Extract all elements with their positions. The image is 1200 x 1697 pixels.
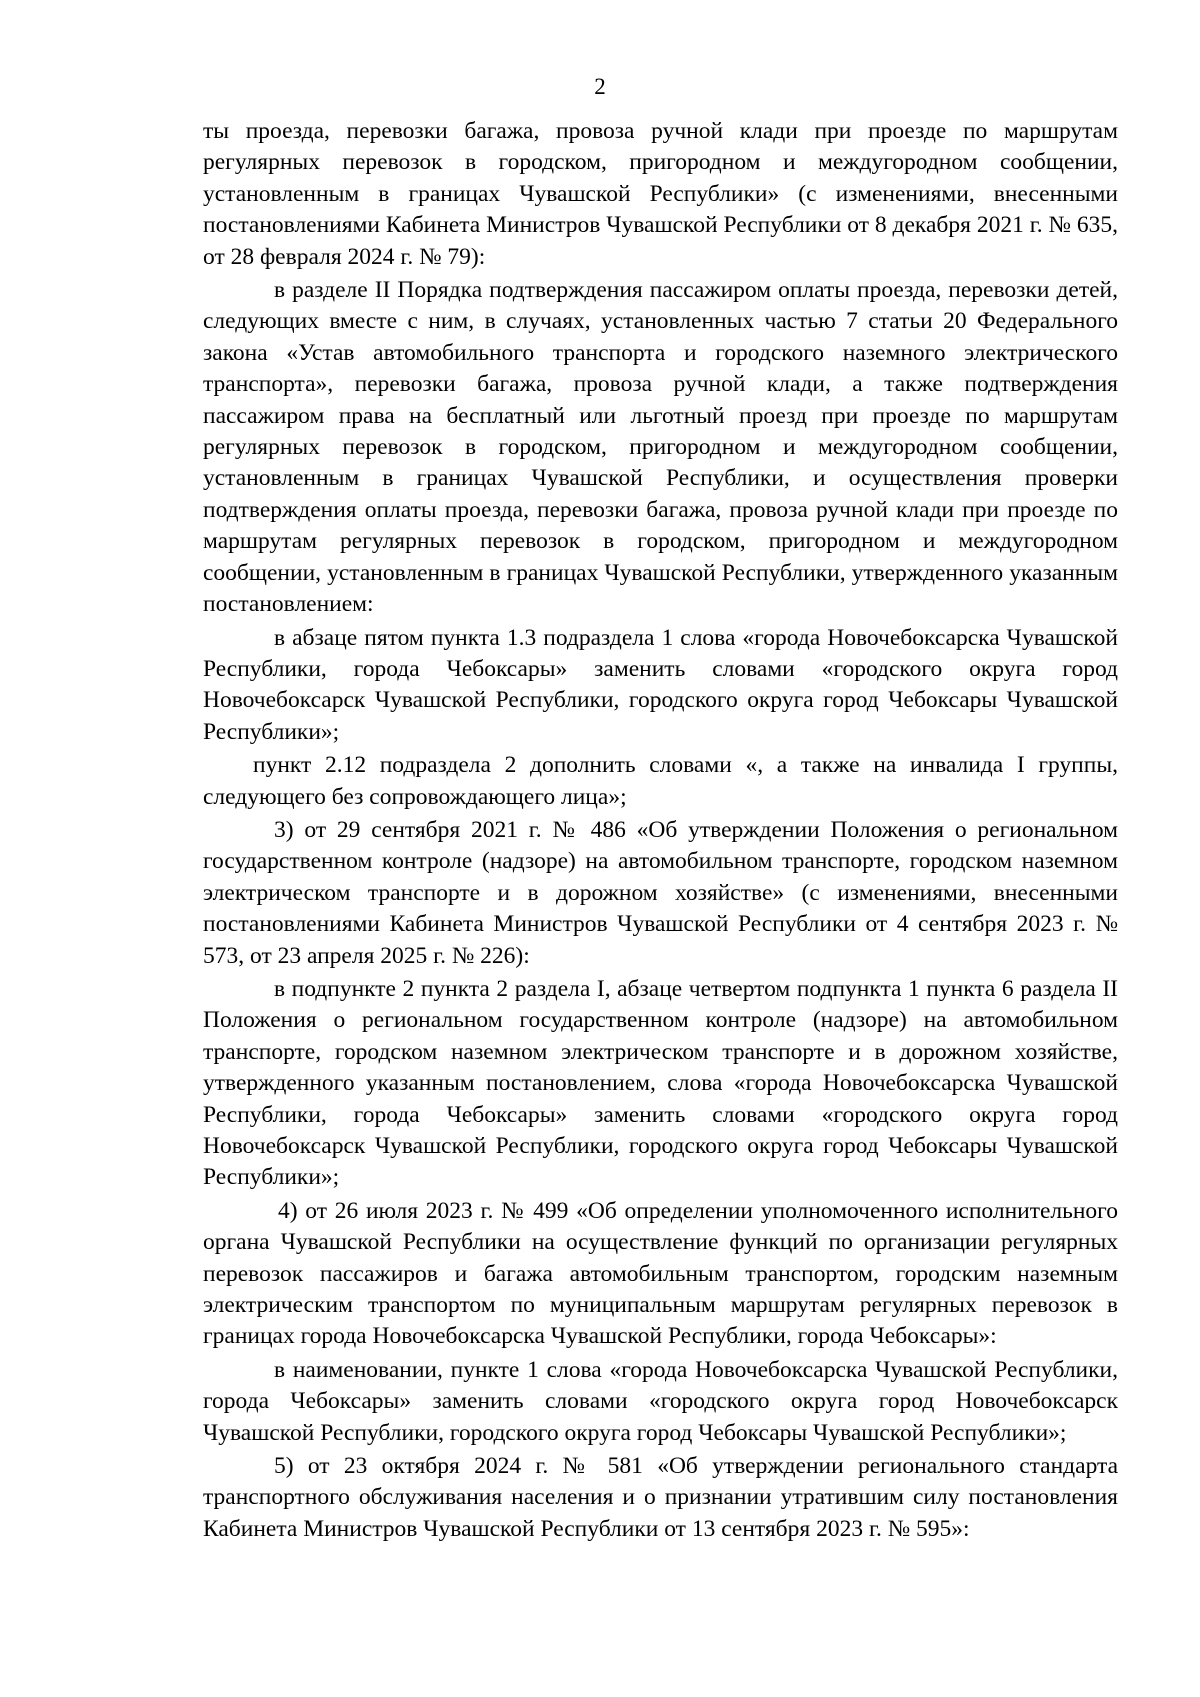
paragraph-item-2-12: пункт 2.12 подраздела 2 дополнить словами «, а также на инвалида I группы, следующего без сопровождающего лица»; xyxy=(203,752,1118,810)
paragraph-item-4: 4) от 26 июля 2023 г. № 499 «Об определении уполномоченного исполнительного органа Чувашской Республики на осуществление функций по организации регулярных перевозок пассажиров и багажа автомобильным транспортом, городским наземным электрическим транспортом по муниципальным маршрутам регулярных перевозок в границах города Новочебоксарска Чувашской Республики, города Чебоксары»: xyxy=(203,1197,1118,1350)
paragraph-item-3: 3) от 29 сентября 2021 г. № 486 «Об утверждении Положения о региональном государственном контроле (надзоре) на автомобильном транспорте, городском наземном электрическом транспорте и в дорожном хозяйстве» (с изменениями, внесенными постановлениями Кабинета Министров Чувашской Республики от 4 сентября 2023 г. № 573, от 23 апреля 2025 г. № 226): xyxy=(203,816,1118,969)
document-body xyxy=(203,116,1118,1545)
paragraph-item-5: 5) от 23 октября 2024 г. № 581 «Об утверждении регионального стандарта транспортного обслуживания населения и о признании утратившим силу постановления Кабинета Министров Чувашской Республики от 13 сентября 2023 г. № 595»: xyxy=(203,1453,1118,1542)
page-number: 2 xyxy=(594,74,606,99)
paragraph-item-3-amendment: в подпункте 2 пункта 2 раздела I, абзаце четвертом подпункта 1 пункта 6 раздела II Положения о региональном государственном контроле (надзоре) на автомобильном транспорте, городском наземном электрическом транспорте и в дорожном хозяйстве, утвержденного указанным постановлением, слова «города Новочебоксарска Чувашской Республики, города Чебоксары» заменить словами «городского округа город Новочебоксарск Чувашской Республики, городского округа город Чебоксары Чувашской Республики»; xyxy=(203,975,1118,1191)
paragraph-section-ii-order: в разделе II Порядка подтверждения пассажиром оплаты проезда, перевозки детей, следующих вместе с ним, в случаях, установленных частью 7 статьи 20 Федерального закона «Устав автомобильного транспорта и городского наземного электрического транспорта», перевозки багажа, провоза ручной клади, а также подтверждения пассажиром права на бесплатный или льготный проезд при проезде по маршрутам регулярных перевозок в городском, пригородном и междугородном сообщении, установленным в границах Чувашской Республики, и осуществления проверки подтверждения оплаты проезда, перевозки багажа, провоза ручной клади при проезде по маршрутам регулярных перевозок в городском, пригородном и междугородном сообщении, установленным в границах Чувашской Республики, утвержденного указанным постановлением: xyxy=(203,277,1118,618)
paragraph-item-1-3: в абзаце пятом пункта 1.3 подраздела 1 слова «города Новочебоксарска Чувашской Республики, города Чебоксары» заменить словами «городского округа город Новочебоксарск Чувашской Республики, городского округа город Чебоксары Чувашской Республики»; xyxy=(203,624,1118,745)
paragraph-item-4-amendment: в наименовании, пункте 1 слова «города Новочебоксарска Чувашской Республики, города Чебоксары» заменить словами «городского округа город Новочебоксарск Чувашской Республики, городского округа город Чебоксары Чувашской Республики»; xyxy=(203,1356,1118,1446)
paragraph-continuation: ты проезда, перевозки багажа, провоза ручной клади при проезде по маршрутам регулярных перевозок в городском, пригородном и междугородном сообщении, установленным в границах Чувашской Республики» (с изменениями, внесенными постановлениями Кабинета Министров Чувашской Республики от 8 декабря 2021 г. № 635, от 28 февраля 2024 г. № 79): xyxy=(203,118,1118,270)
